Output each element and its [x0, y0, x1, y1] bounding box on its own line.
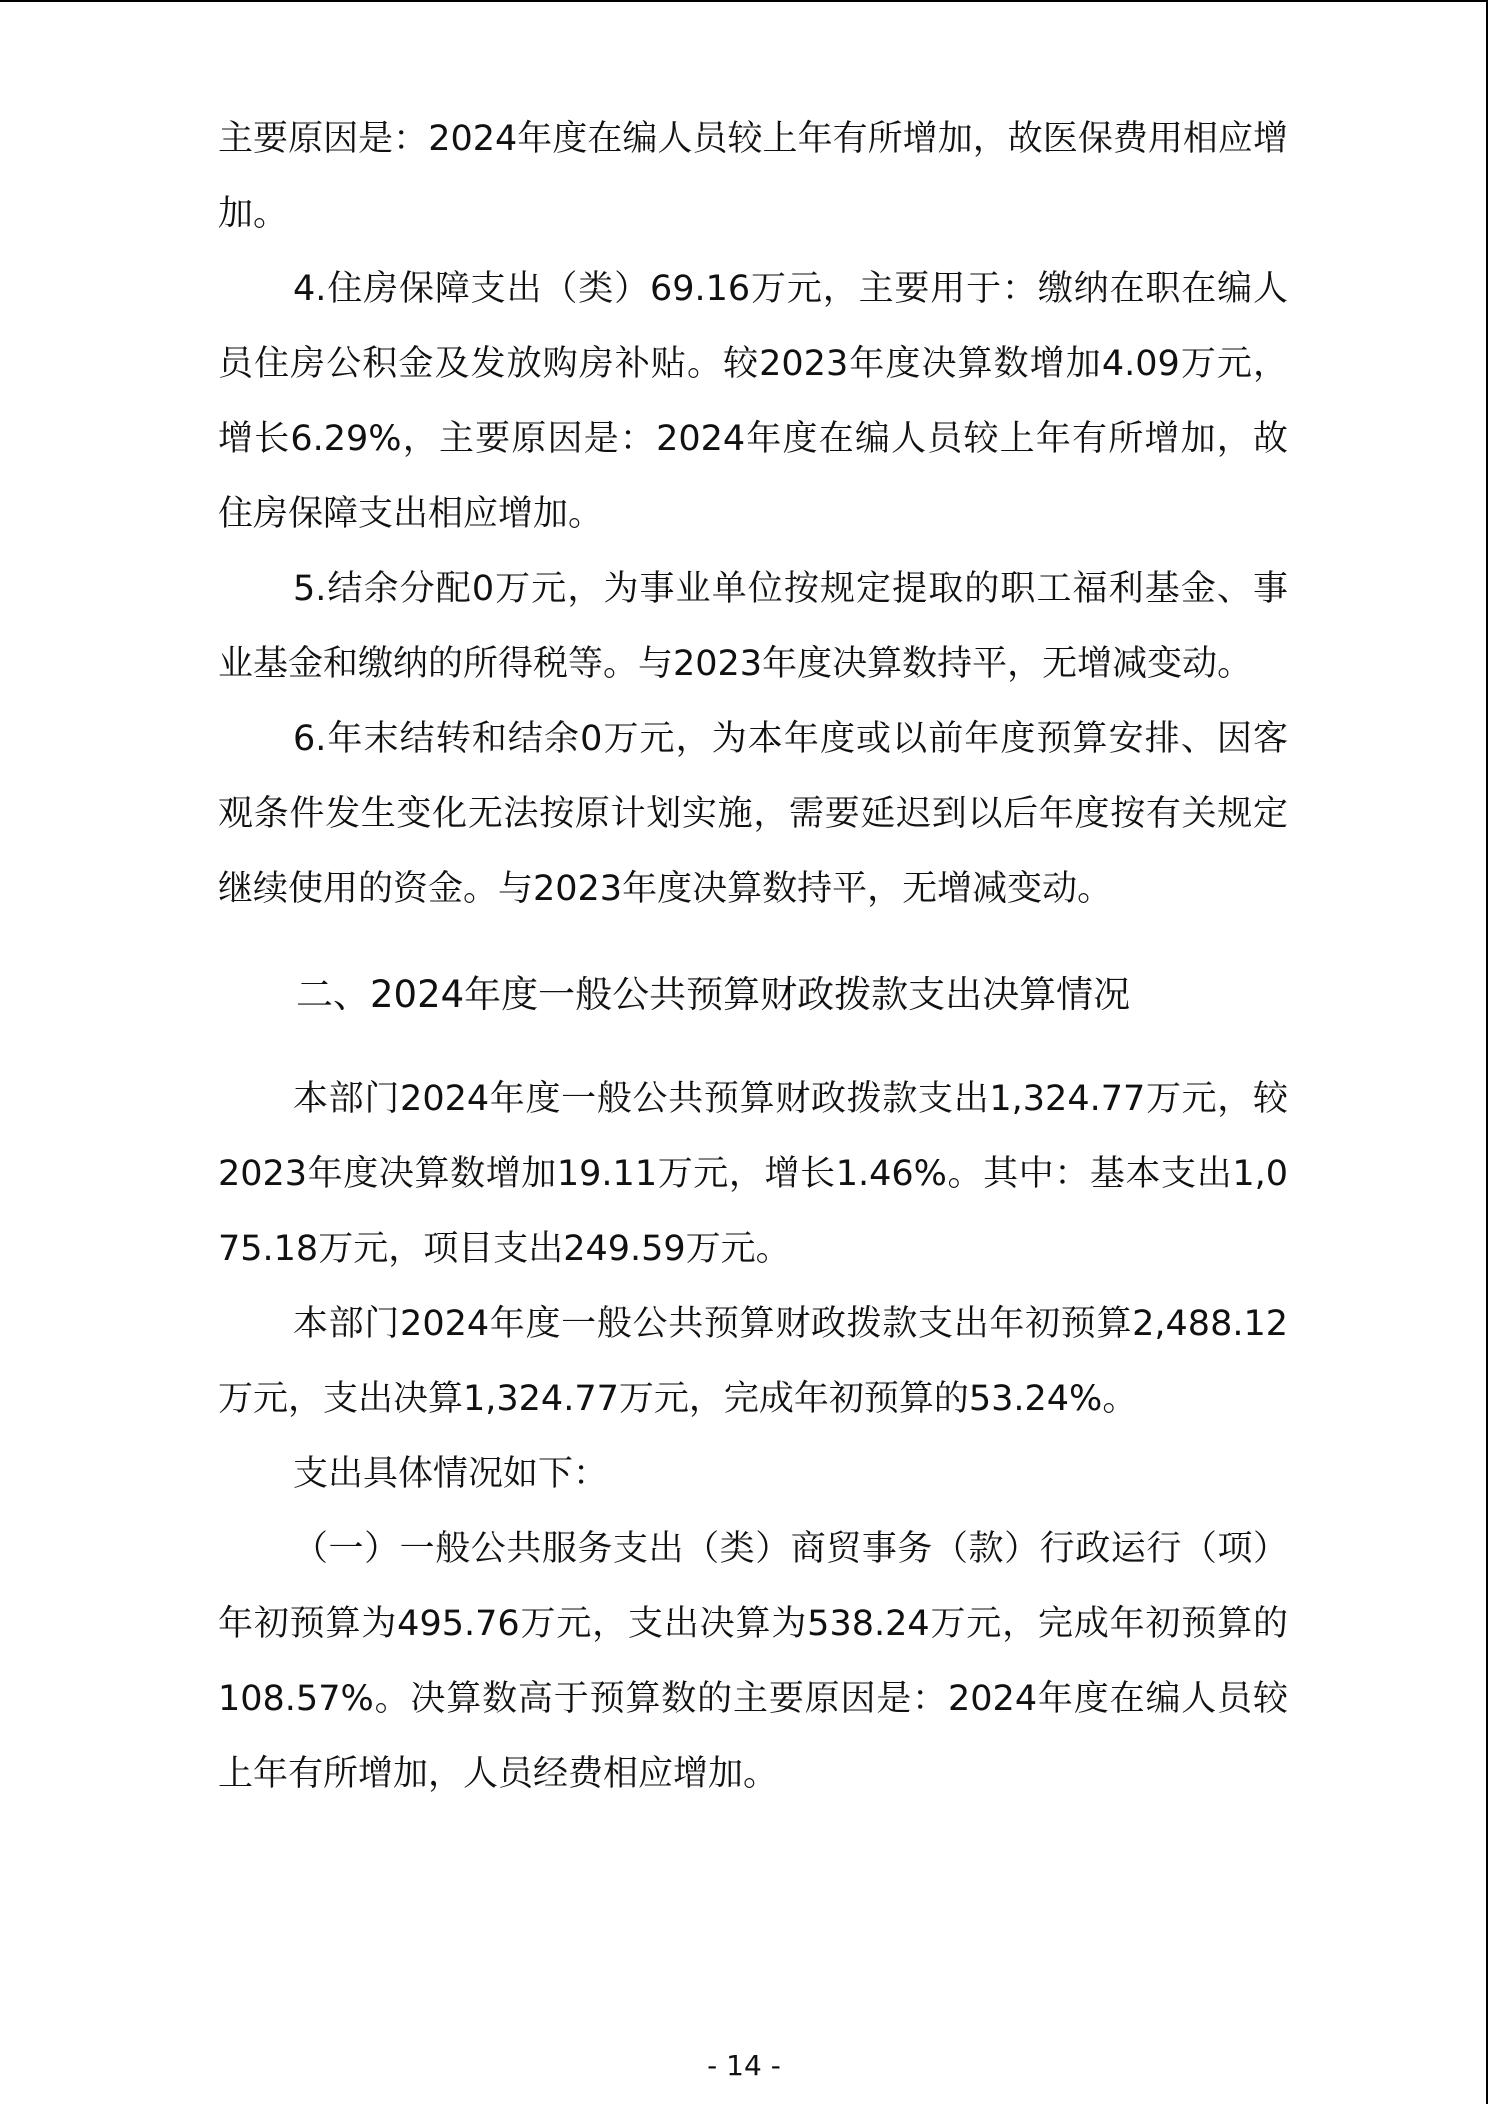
section-heading: 二、2024年度一般公共预算财政拨款支出决算情况 [296, 973, 1131, 1016]
paragraph-medical-insurance-reason: 主要原因是：2024年度在编人员较上年有所增加，故医保费用相应增加。 [218, 119, 1288, 234]
paragraph-general-public-service: （一）一般公共服务支出（类）商贸事务（款）行政运行（项）年初预算为495.76万元，支出决算为538.24万元，完成年初预算的108.57%。决算数高于预算数的主要原因是：2024年度在编人员较上年有所增加，人员经费相应增加。 [218, 1529, 1288, 1794]
paragraph-details-intro: 支出具体情况如下： [293, 1454, 609, 1494]
paragraph-surplus-distribution: 5.结余分配0万元，为事业单位按规定提取的职工福利基金、事业基金和缴纳的所得税等。与2023年度决算数持平，无增减变动。 [218, 569, 1288, 684]
paragraph-housing-support: 4.住房保障支出（类）69.16万元，主要用于：缴纳在职在编人员住房公积金及发放购房补贴。较2023年度决算数增加4.09万元，增长6.29%，主要原因是：2024年度在编人员较上年有所增加，故住房保障支出相应增加。 [218, 269, 1288, 534]
paragraph-budget-completion: 本部门2024年度一般公共预算财政拨款支出年初预算2,488.12万元，支出决算1,324.77万元，完成年初预算的53.24%。 [218, 1304, 1288, 1419]
page-body [218, 102, 1288, 1812]
paragraph-total-expenditure: 本部门2024年度一般公共预算财政拨款支出1,324.77万元，较2023年度决算数增加19.11万元，增长1.46%。其中：基本支出1,075.18万元，项目支出249.59万元。 [218, 1079, 1288, 1269]
paragraph-year-end-carryover: 6.年末结转和结余0万元，为本年度或以前年度预算安排、因客观条件发生变化无法按原计划实施，需要延迟到以后年度按有关规定继续使用的资金。与2023年度决算数持平，无增减变动。 [218, 719, 1288, 909]
page-number: - 14 - [707, 2049, 781, 2082]
